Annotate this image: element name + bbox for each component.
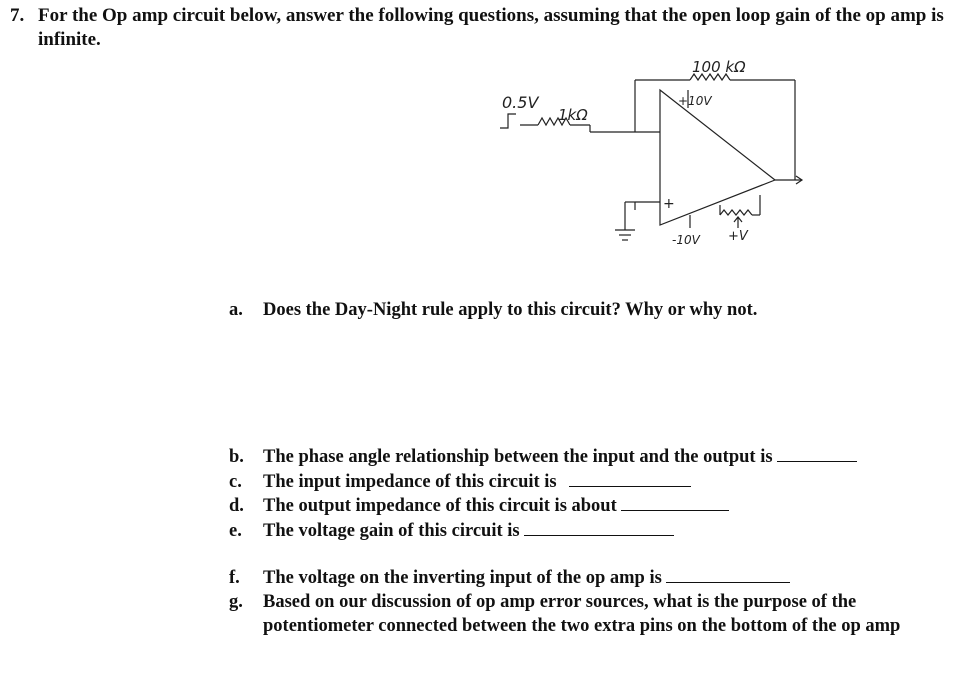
item-g-label: g. [229, 592, 243, 612]
item-c [229, 470, 949, 494]
item-f-answer-blank[interactable] [666, 566, 790, 583]
item-f [229, 566, 949, 590]
noninverting-input-sign: + [663, 196, 675, 212]
input-voltage-label: 0.5V [502, 93, 539, 112]
item-a-label: a. [229, 300, 243, 320]
item-d-text: The output impedance of this circuit is about [263, 496, 617, 516]
op-amp-triangle [660, 90, 775, 225]
item-b-label: b. [229, 447, 244, 467]
item-c-text: The input impedance of this circuit is [263, 472, 557, 492]
item-d-label: d. [229, 496, 244, 516]
input-resistor-label: 1kΩ [558, 106, 588, 124]
item-b-answer-blank[interactable] [777, 445, 857, 462]
item-b [229, 445, 949, 469]
item-e [229, 519, 949, 543]
item-b-text: The phase angle relationship between the input and the output is [263, 447, 773, 467]
pot-supply-label: +V [728, 229, 748, 244]
item-d-answer-blank[interactable] [621, 494, 729, 511]
item-g-text: Based on our discussion of op amp error sources, what is the purpose of the potentiometer connected between the two extra pins on the bottom of the op amp [263, 592, 901, 636]
question-number: 7. [10, 5, 25, 26]
positive-supply-label: +10V [678, 94, 712, 108]
item-f-text: The voltage on the inverting input of the op amp is [263, 568, 662, 588]
item-g [229, 590, 957, 638]
item-c-answer-blank[interactable] [569, 470, 691, 487]
item-e-answer-blank[interactable] [524, 519, 674, 536]
question-text: For the Op amp circuit below, answer the following questions, assuming that the open loop gain of the op amp is infinite. [38, 5, 944, 50]
item-a-text: Does the Day-Night rule apply to this circuit? Why or why not. [263, 300, 758, 320]
op-amp-circuit-diagram [480, 50, 830, 260]
item-e-text: The voltage gain of this circuit is [263, 521, 520, 541]
item-a [229, 298, 949, 322]
item-e-label: e. [229, 521, 242, 541]
feedback-resistor-label: 100 kΩ [692, 58, 746, 76]
question-header [10, 4, 970, 52]
input-pulse-symbol [500, 114, 516, 128]
item-f-label: f. [229, 568, 240, 588]
potentiometer-symbol [720, 210, 752, 215]
negative-supply-label: -10V [672, 233, 700, 247]
item-c-label: c. [229, 472, 242, 492]
circuit-svg [480, 50, 830, 260]
item-d [229, 494, 949, 518]
